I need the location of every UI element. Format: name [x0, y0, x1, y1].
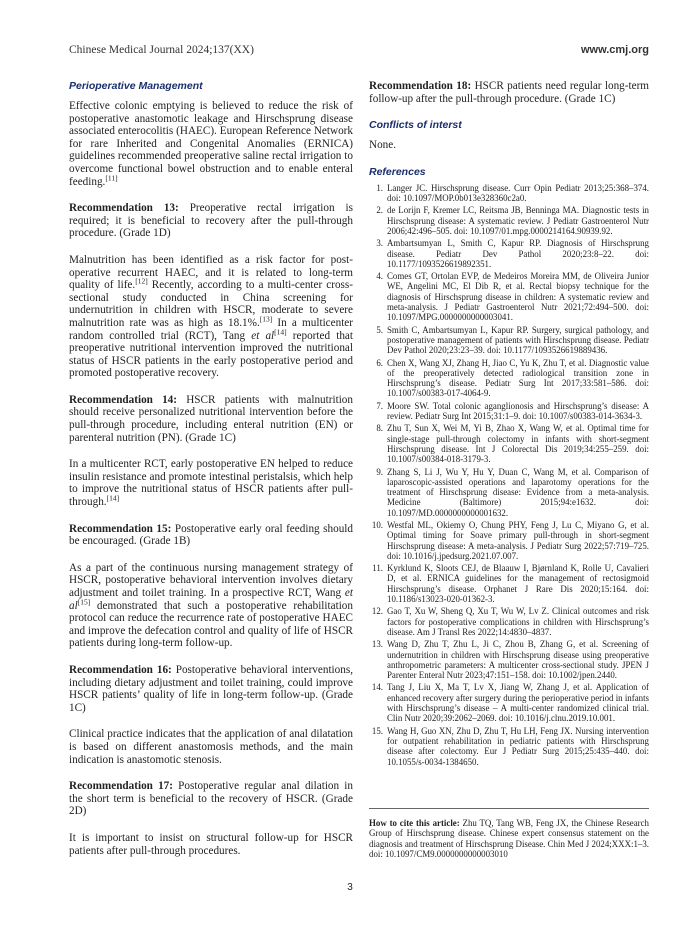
journal-citation: Chinese Medical Journal 2024;137(XX): [69, 44, 254, 56]
reference-number: 14.: [371, 682, 383, 693]
reference-text: Westfal ML, Okiemy O, Chung PHY, Feng J, Lu C, Miyano G, et al. Optimal timing for Soave primary pull-through in short-segment Hirschsprung disease: A meta-analysis. J Pediatr Surg 2022;57:719–725. doi: 10.1016/j.jpedsurg.2021.07.007.: [387, 519, 649, 561]
reference-number: 15.: [371, 725, 383, 736]
conflicts-text: None.: [369, 139, 397, 152]
reference-text: Wang D, Zhu T, Zhu L, Ji C, Zhou B, Zhang G, et al. Screening of undernutrition in children with Hirschsprung disease using preoperative anthropometric parameters: A multicenter cross-sectional study. JPEN J Parenter Enteral Nutr 2023;47:151–158. doi: 10.1002/jpen.2440.: [387, 639, 649, 681]
reference-number: 9.: [376, 466, 383, 477]
reference-item: [369, 467, 649, 518]
reference-text: Ambartsumyan L, Smith C, Kapur RP. Diagnosis of Hirschsprung disease. Pediatr Dev Pathol 2020;23:8–22. doi: 10.1177/1093526619892351.: [387, 238, 649, 269]
reference-text: Kyrklund K, Sloots CEJ, de Blaauw I, Bjørnland K, Rolle U, Cavalieri D, et al. ERNICA guidelines for the management of rectosigmoid Hirschsprung’s disease. Orphanet J Rare Dis 2020;15:164. doi: 10.1186/s13023-020-01362-3.: [387, 563, 649, 605]
reference-item: [369, 726, 649, 767]
journal-website[interactable]: www.cmj.org: [580, 44, 649, 56]
recommendation-18: Recommendation 18: HSCR patients need regular long-term follow-up after the pull-through procedure. (Grade 1C): [369, 80, 649, 105]
section-heading-perioperative: Perioperative Management: [69, 80, 203, 92]
reference-number: 13.: [371, 639, 383, 650]
recommendation-15: Recommendation 15: Postoperative early oral feeding should be encouraged. (Grade 1B): [69, 522, 353, 548]
reference-item: [369, 205, 649, 236]
left-column: [69, 80, 353, 857]
recommendation-17: Recommendation 17: Postoperative regular anal dilation in the short term is beneficial to the recovery of HSCR. (Grade 2D): [69, 780, 354, 818]
paragraph-anal-dilatation: Clinical practice indicates that the application of anal dilatation is based on different anastomosis methods, and the main indication is anastomotic stenosis.: [69, 728, 353, 766]
paragraph-behavioral-intervention: As a part of the continuous nursing management strategy of HSCR, postoperative behavioral intervention involves dietary adjustment and toilet training. In a prospective RCT, Wang et al[15] demonstrated that such a postoperative rehabilitation protocol can reduce the recurrence rate of postoperative HAEC and improve the defecation control and quality of life of HSCR patients during long-term follow-up.: [69, 561, 353, 650]
reference-number: 3.: [376, 238, 383, 249]
reference-text: Gao T, Xu W, Sheng Q, Xu T, Wu W, Lv Z. Clinical outcomes and risk factors for postoperative complications in children with Hirschsprung’s disease. Am J Transl Res 2022;14:4830–4837.: [387, 606, 649, 637]
reference-item: [369, 423, 649, 464]
citation-ref[interactable]: [13]: [259, 314, 273, 324]
reference-item: [369, 271, 649, 322]
reference-item: [369, 606, 649, 637]
reference-text: Comes GT, Ortolan EVP, de Medeiros Moreira MM, de Oliveira Junior WE, Angelini MC, El Dib R, et al. Rectal biopsy technique for the diagnosis of Hirschsprung disease in children: A systematic review and meta-analysis. J Pediatr Gastroenterol Nutr 2021;72:494–500. doi: 10.1097/MPG.0000000000003041.: [387, 271, 649, 323]
reference-text: Langer JC. Hirschsprung disease. Curr Opin Pediatr 2013;25:368–374. doi: 10.1097/MOP.0b013e328360c2a0.: [387, 182, 649, 204]
reference-text: Zhu T, Sun X, Wei M, Yi B, Zhao X, Wang W, et al. Optimal time for single-stage pull-through colectomy in infants with short-segment Hirschsprung disease. Int J Colorectal Dis 2019;34:255–259. doi: 10.1007/s00384-018-3179-3.: [387, 423, 649, 465]
reference-item: [369, 563, 649, 604]
reference-text: Chen X, Wang XJ, Zhang H, Jiao C, Yu K, Zhu T, et al. Diagnostic value of the preoperatively detected radiological transition zone in Hirschsprung’s disease. Pediatr Surg Int 2017;33:581–586. doi: 10.1007/s00383-017-4064-9.: [387, 357, 649, 399]
paragraph-early-en: In a multicenter RCT, early postoperative EN helped to reduce insulin resistance and promote intestinal peristalsis, which help to improve the nutritional status of HSCR patients after pull-through.[14]: [69, 458, 353, 509]
running-header: [69, 44, 649, 60]
reference-number: 10.: [371, 519, 383, 530]
reference-item: [369, 682, 649, 723]
paragraph-colonic-emptying: Effective colonic emptying is believed to reduce the risk of postoperative anastomotic leakage and Hirschsprung disease associated enterocolitis (HAEC). European Reference Network for rare Inherited and Congenital Anomalies (ERNICA) guidelines recommended preoperative saline rectal irrigation to overcome functional bowel obstruction and to enable enteral feeding.[11]: [69, 100, 353, 188]
reference-item: [369, 401, 649, 422]
reference-item: [369, 520, 649, 561]
paragraph-malnutrition: Malnutrition has been identified as a risk factor for post-operative recurrent HAEC, and it is related to long-term quality of life.[12] Recently, according to a multi-center cross-sectional study conducted in China screening for undernutrition in children with HSCR, moderate to severe malnutrition rate was as high as 18.1%.[13] In a multicenter random controlled trial (RCT), Tang et al[14] reported that preoperative nutritional intervention improved the nutritional status of HSCR patients in the early postoperative period and promoted postoperative recovery.: [69, 253, 354, 380]
reference-item: [369, 325, 649, 356]
reference-text: Smith C, Ambartsumyan L, Kapur RP. Surgery, surgical pathology, and postoperative management of patients with Hirschsprung disease. Pediatr Dev Pathol 2020;23:23–39. doi: 10.1177/1093526619889436.: [387, 324, 649, 356]
reference-item: [369, 639, 649, 680]
page-number: 3: [347, 882, 353, 893]
reference-number: 12.: [371, 606, 383, 617]
reference-number: 4.: [376, 271, 383, 282]
citation-ref[interactable]: [12]: [135, 276, 148, 286]
citation-ref[interactable]: [14]: [106, 493, 120, 503]
reference-text: Tang J, Liu X, Ma T, Lv X, Jiang W, Zhang J, et al. Application of enhanced recovery after surgery during the perioperative period in infants with Hirschsprung’s disease – A multi-center randomized clinical trial. Clin Nutr 2020;39:2062–2069. doi: 10.1016/j.clnu.2019.10.001.: [387, 682, 649, 724]
recommendation-13: Recommendation 13: Preoperative rectal irrigation is required; it is beneficial to recovery after the pull-through procedure. (Grade 1D): [69, 202, 354, 240]
citation-ref[interactable]: [15]: [77, 596, 91, 606]
reference-list: [369, 183, 649, 767]
reference-item: [369, 358, 649, 399]
reference-item: [369, 238, 649, 269]
recommendation-16: Recommendation 16: Postoperative behavioral interventions, including dietary adjustment and toilet training, could improve HSCR patients’ quality of life in long-term follow-up. (Grade 1C): [69, 663, 353, 714]
reference-number: 8.: [376, 423, 383, 434]
section-heading-references: References: [369, 165, 426, 178]
reference-number: 7.: [376, 400, 383, 411]
reference-number: 2.: [376, 205, 383, 216]
reference-text: Zhang S, Li J, Wu Y, Hu Y, Duan C, Wang M, et al. Comparison of laparoscopic-assisted operations and laparotomy operations for the treatment of Hirschsprung disease: Evidence from a meta-analysis. Medicine (Baltimore) 2015;94:e1632. doi: 10.1097/MD.0000000000001632.: [387, 466, 649, 518]
reference-number: 1.: [376, 182, 383, 193]
reference-number: 6.: [376, 357, 383, 368]
how-to-cite: How to cite this article: Zhu TQ, Tang WB, Feng JX, the Chinese Research Group of Hirschsprung disease. Chinese expert consensus statement on the diagnosis and treatment of Hirschsprung Disease. Chin Med J 2024;XXX:1–3. doi: 10.1097/CM9.0000000000003010: [369, 808, 649, 859]
section-heading-conflicts: Conflicts of interst: [369, 119, 462, 132]
reference-number: 11.: [372, 563, 383, 574]
right-column: [369, 80, 649, 769]
reference-item: [369, 183, 649, 204]
citation-ref[interactable]: [14]: [274, 326, 287, 336]
recommendation-14: Recommendation 14: HSCR patients with malnutrition should receive personalized nutritional intervention before the pull-through procedure, including enteral nutrition (EN) or parenteral nutrition (PN). (Grade 1C): [69, 393, 353, 444]
citation-ref[interactable]: [11]: [105, 172, 118, 182]
reference-number: 5.: [376, 324, 383, 335]
reference-text: Wang H, Guo XN, Zhu D, Zhu T, Hu LH, Feng JX. Nursing intervention for outpatient rehabilitation in pediatric patients with Hirschsprung disease after colectomy. Eur J Pediatr Surg 2015;25:435–440. doi: 10.1055/s-0034-1384650.: [387, 725, 649, 767]
reference-text: Moore SW. Total colonic aganglionosis and Hirschsprung’s disease: A review. Pediatr Surg Int 2015;31:1–9. doi: 10.1007/s00383-014-3634-3.: [387, 400, 649, 422]
paragraph-follow-up: It is important to insist on structural follow-up for HSCR patients after pull-through procedures.: [69, 831, 353, 857]
reference-text: de Lorijn F, Kremer LC, Reitsma JB, Benninga MA. Diagnostic tests in Hirschsprung disease: A systematic review. J Pediatr Gastroenterol Nutr 2006;42:496–505. doi: 10.1097/01.mpg.0000214164.90939.92.: [387, 205, 649, 236]
